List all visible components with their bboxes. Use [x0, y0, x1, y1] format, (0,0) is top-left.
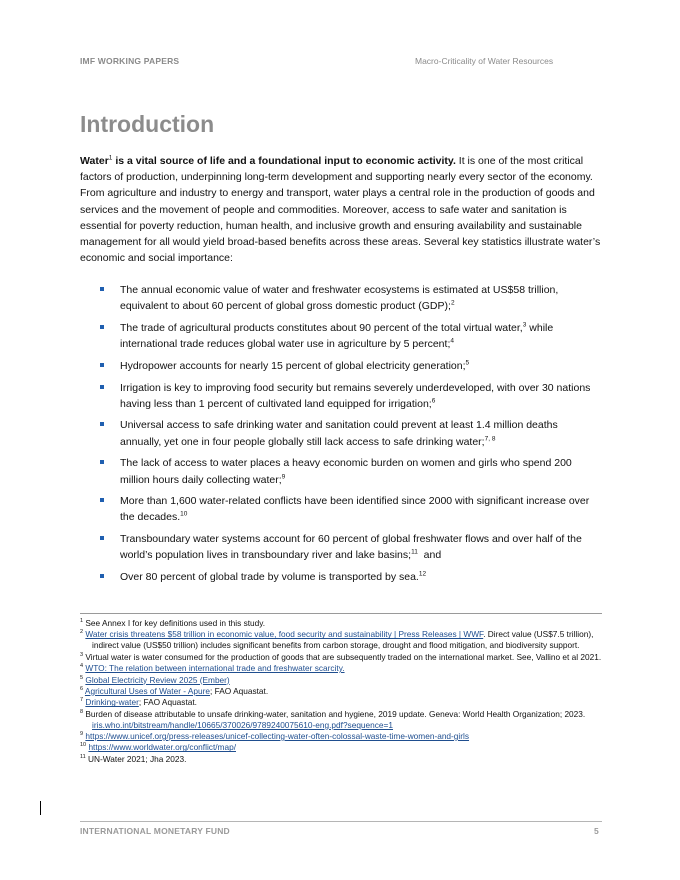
footnote-link[interactable]: Global Electricity Review 2025 (Ember) [85, 674, 230, 685]
footnote-ref[interactable]: 10 [180, 510, 188, 518]
footnote-number: 8 [80, 708, 84, 715]
list-item [100, 282, 600, 314]
footnote-text: See Annex I for key definitions used in this study. [85, 618, 266, 628]
footnote-number: 10 [80, 742, 87, 749]
running-footer-left: INTERNATIONAL MONETARY FUND [80, 826, 230, 836]
footnote-link[interactable]: Drinking-water [85, 697, 139, 708]
footnote [80, 686, 602, 697]
footnote-number: 1 [80, 618, 84, 625]
list-item-text: Over 80 percent of global trade by volume is transported by sea. [120, 571, 419, 584]
footnotes [80, 618, 602, 765]
footnote-link[interactable]: iris.who.int/bitstream/handle/10665/370026/9789240075610-eng.pdf?sequence=1 [92, 719, 393, 730]
running-header-left: IMF WORKING PAPERS [80, 56, 180, 66]
footnote-number: 7 [80, 697, 84, 704]
bullet-icon [100, 385, 104, 389]
list-item-text: and [417, 549, 442, 562]
bullet-icon [100, 422, 104, 426]
list-item-text: Irrigation is key to improving food security but remains severely underdeveloped, with over 30 nations having less than 1 percent of cultivated land equipped for irrigation; [120, 381, 591, 410]
footnote [80, 731, 602, 742]
footnote [80, 754, 602, 765]
footnote-ref[interactable]: 1 [108, 154, 113, 162]
footnote-ref[interactable]: 12 [418, 570, 427, 578]
footnote-text: ; FAO Aquastat. [138, 697, 197, 708]
footnote [80, 618, 602, 629]
intro-lead-word: Water [80, 155, 109, 167]
footnote-number: 6 [80, 686, 84, 693]
footnote-ref[interactable]: 3 [522, 321, 527, 329]
footnote-link[interactable]: WTO: The relation between international trade and freshwater scarcity. [85, 663, 345, 674]
footnote-ref[interactable]: 2 [450, 299, 455, 307]
list-item-text: The lack of access to water places a heavy economic burden on women and girls who spend 200 million hours daily collecting water; [120, 457, 572, 486]
footnote-link[interactable]: Water crisis threatens $58 trillion in economic value, food security and sustainability | Press Releases | WWF [85, 629, 484, 640]
footnote [80, 652, 602, 663]
bullet-icon [100, 574, 104, 578]
footnote-ref[interactable]: 4 [450, 337, 454, 345]
footnote [80, 742, 602, 753]
list-item-text: Universal access to safe drinking water and sanitation could prevent at least 1.4 million deaths annually, yet one in four people globally still lack access to safe drinking water; [120, 419, 558, 448]
footnote-number: 4 [80, 663, 84, 670]
list-item-text: Transboundary water systems account for 60 percent of global freshwater flows and over half of the world’s population lives in transboundary river and lake basins; [120, 533, 582, 562]
footnote [80, 629, 602, 651]
footnote-text: Virtual water is water consumed for the production of goods that are subsequently traded on the international market. See, Vallino et al 2021. [85, 651, 602, 662]
footnote [80, 675, 602, 686]
footnote-text: UN-Water 2021; Jha 2023. [88, 753, 187, 764]
footnote-text: Burden of disease attributable to unsafe drinking-water, sanitation and hygiene, 2019 update. Geneva: World Health Organization; 2023. [85, 708, 586, 719]
footnote-ref[interactable]: 7, 8 [484, 435, 496, 443]
footnote-divider [80, 613, 602, 614]
bullet-icon [100, 363, 104, 367]
footnote-number: 11 [80, 754, 86, 761]
list-item [100, 417, 600, 449]
list-item-text: More than 1,600 water-related conflicts have been identified since 2000 with significant increase over the decades. [120, 495, 590, 524]
footnote-number: 9 [80, 731, 84, 738]
statistics-list [100, 282, 600, 591]
intro-lead-sentence: is a vital source of life and a foundational input to economic activity. [112, 155, 456, 167]
list-item-text: The annual economic value of water and freshwater ecosystems is estimated at US$58 trillion, equivalent to about 60 percent of global gross domestic product (GDP); [120, 284, 559, 313]
footnote-number: 5 [80, 674, 84, 681]
list-item [100, 320, 600, 352]
section-title: Introduction [80, 111, 215, 137]
running-header-right: Macro-Criticality of Water Resources [415, 56, 554, 66]
bullet-icon [100, 325, 104, 329]
bullet-icon [100, 460, 104, 464]
text-cursor [40, 801, 41, 815]
list-item [100, 569, 600, 585]
bullet-icon [100, 536, 104, 540]
footnote-ref[interactable]: 6 [431, 397, 436, 405]
list-item-text: while international trade reduces global water use in agriculture by 5 percent; [120, 321, 554, 351]
footnote-text: . Direct value (US$7.5 trillion), indirect value (US$50 trillion) includes significant benefits from carbon storage, drought and flood mitigation, and biodiversity support. [92, 629, 594, 651]
footnote-ref[interactable]: 11 [411, 548, 418, 556]
list-item [100, 531, 600, 563]
list-item [100, 455, 600, 487]
footnote-text: ; FAO Aquastat. [210, 685, 269, 696]
footnote-ref[interactable]: 9 [281, 473, 286, 481]
list-item-text: The trade of agricultural products constitutes about 90 percent of the total virtual water, [120, 321, 523, 334]
bullet-icon [100, 498, 104, 502]
intro-paragraph [80, 153, 602, 266]
footnote-number: 2 [80, 629, 84, 636]
list-item [100, 380, 600, 412]
footnote-link[interactable]: Agricultural Uses of Water - Apure [84, 685, 211, 696]
footnote [80, 663, 602, 674]
footnote [80, 697, 602, 708]
footnote-number: 3 [80, 651, 84, 658]
page-number: 5 [594, 826, 599, 836]
footer-divider [80, 821, 602, 822]
footnote-link[interactable]: https://www.worldwater.org/conflict/map/ [88, 742, 236, 753]
list-item [100, 493, 600, 525]
list-item [100, 358, 600, 374]
bullet-icon [100, 287, 104, 291]
footnote-link[interactable]: https://www.unicef.org/press-releases/unicef-collecting-water-often-colossal-waste-time-women-and-girls [85, 731, 470, 742]
footnote-ref[interactable]: 5 [465, 359, 470, 367]
intro-body: It is one of the most critical factors of production, underpinning long-term development and supporting nearly every sector of the economy. From agriculture and industry to energy and transport, water plays a central role in the production of goods and services and the movement of people and commodities. Moreover, access to safe water and sanitation is essential for poverty reduction, human health, and inclusive growth and ensuring availability and sustainable management for all would yield broad-based benefits across these areas. Several key statistics illustrate water’s economic and social importance: [80, 155, 601, 265]
list-item-text: Hydropower accounts for nearly 15 percent of global electricity generation; [120, 359, 466, 372]
footnote [80, 709, 602, 731]
